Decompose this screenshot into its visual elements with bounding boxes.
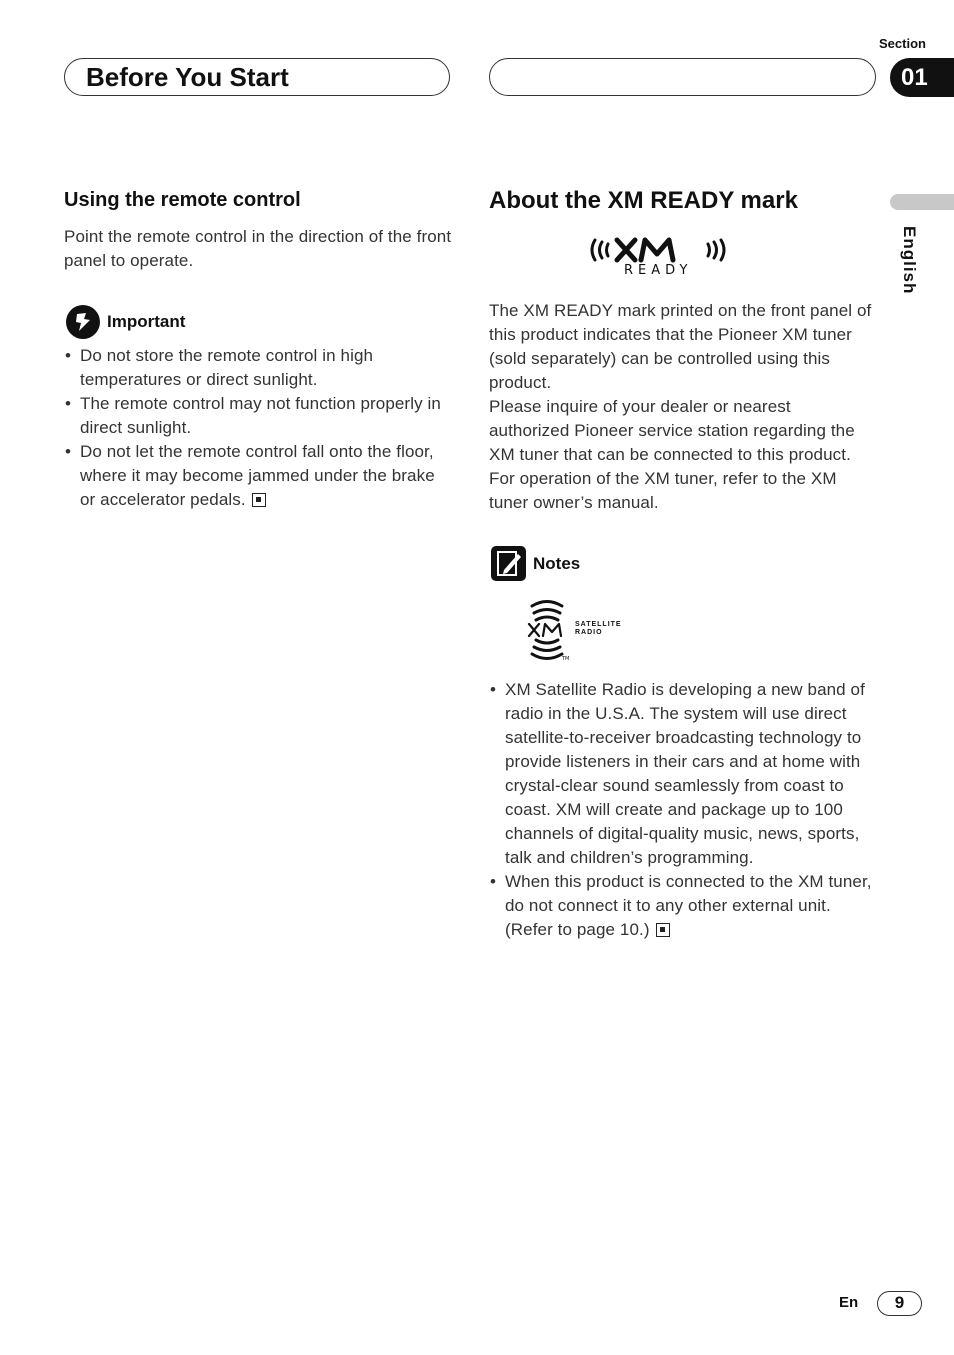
xm-ready-logo-text: READY [624, 263, 693, 278]
section-number: 01 [890, 58, 954, 97]
xm-ready-logo [587, 232, 729, 282]
page-number: 9 [877, 1291, 922, 1316]
list-item: • Do not let the remote control fall onto the floor, where it may become jammed under the brake or accelerator pedals. [65, 442, 435, 509]
notes-label: Notes [533, 554, 581, 573]
satellite-text: SATELLITE [575, 621, 622, 628]
subtitle-box [489, 58, 876, 96]
end-mark-icon [252, 493, 266, 507]
list-item: • XM Satellite Radio is developing a new band of radio in the U.S.A. The system will use direct satellite-to-receiver broadcasting technology to provide listeners in their cars and at home with crystal-clear sound seamlessly from coast to coast. XM will create and package up to 100 channels of digital-quality music, news, sports, talk and children’s programming. [490, 680, 865, 867]
end-mark-icon [656, 923, 670, 937]
xm-satellite-radio-logo [524, 598, 634, 662]
important-label: Important [107, 312, 186, 331]
xm-ready-description [489, 299, 874, 515]
radio-text: RADIO [575, 629, 603, 636]
remote-control-intro: Point the remote control in the direction of the front panel to operate. [64, 227, 452, 270]
important-icon [66, 305, 100, 339]
paragraph: For operation of the XM tuner, refer to the XM tuner owner’s manual. [489, 469, 837, 512]
language-label: English [900, 226, 919, 295]
language-tab-bar [890, 194, 954, 210]
paragraph: The XM READY mark printed on the front panel of this product indicates that the Pioneer XM tuner (sold separately) can be controlled using this product. [489, 301, 872, 392]
list-item: • Do not store the remote control in high temperatures or direct sunlight. [65, 346, 374, 389]
paragraph: Please inquire of your dealer or nearest authorized Pioneer service station regarding the XM tuner that can be connected to this product. [489, 397, 855, 464]
page-title: Before You Start [86, 62, 289, 92]
list-item: • The remote control may not function properly in direct sunlight. [65, 394, 441, 437]
important-list [64, 344, 454, 512]
xm-ready-heading: About the XM READY mark [489, 187, 798, 214]
notes-list [489, 678, 875, 942]
footer-language-code: En [839, 1294, 859, 1311]
notes-icon [491, 546, 526, 581]
list-item: • When this product is connected to the XM tuner, do not connect it to any other external unit. (Refer to page 10.) [490, 872, 872, 939]
page-title-box [64, 58, 450, 96]
section-label: Section [879, 36, 926, 51]
remote-control-heading: Using the remote control [64, 189, 301, 211]
svg-text:TM: TM [562, 656, 570, 662]
